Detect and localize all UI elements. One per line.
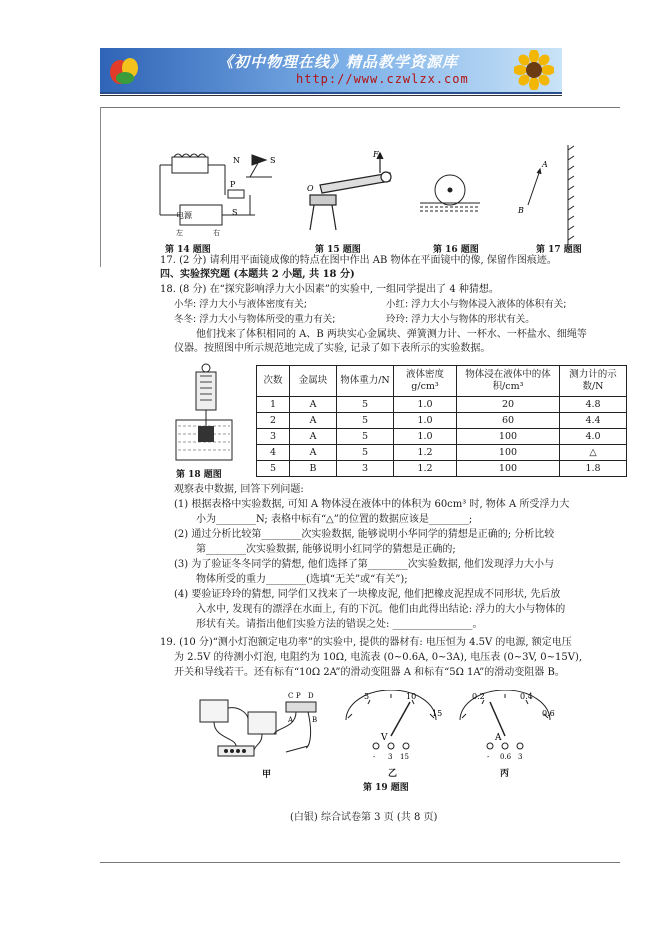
v-term-neg: - (373, 753, 376, 760)
rheo-d: D (308, 692, 314, 700)
fig15-caption: 第 15 题图 (315, 245, 361, 255)
q18-sub4-line3: 形状有关。请指出他们实验方法的错误之处: ________________。 (196, 619, 483, 630)
fig17-b: B (518, 206, 524, 215)
rheo-b: B (312, 716, 318, 724)
section4-heading: 四、实验探究题 (本题共 2 小题, 共 18 分) (160, 269, 355, 280)
sunflower-icon (514, 50, 554, 90)
fig17-a: A (542, 160, 548, 169)
q18-sub1-line1: (1) 根据表格中实验数据, 可知 A 物体浸在液体中的体积为 60cm³ 时, 物体 A 所受浮力大 (174, 499, 570, 510)
fig15-f1: F₁ (373, 150, 382, 159)
fig19-jia: 甲 (262, 770, 272, 780)
q18-observe: 观察表中数据, 回答下列问题: (174, 484, 304, 495)
a-tick-04: 0.4 (520, 692, 533, 701)
fig14-power-label: 电源 (176, 211, 192, 220)
a-term-3: 3 (518, 753, 523, 760)
q18-sub3-line2: 物体所受的重力________(选填“无关”或“有关”); (196, 574, 408, 585)
page-top-rule (100, 107, 620, 108)
fig18-diagram (172, 362, 244, 462)
q18-sub2-line2: 第________次实验数据, 能够说明小红同学的猜想是正确的; (196, 544, 456, 555)
table-row: 1 A 5 1.0 20 4.8 (257, 397, 627, 413)
site-logo-icon (108, 54, 142, 86)
fig19-circuit (196, 688, 326, 764)
a-tick-02: 0.2 (472, 692, 485, 701)
rheo-c: C (288, 692, 294, 700)
fig16-caption: 第 16 题图 (433, 245, 479, 255)
v-term-3: 3 (388, 753, 393, 760)
q18-para1: 他们找来了体积相同的 A、B 两块实心金属块、弹簧测力计、一杯水、一杯盐水、细绳等 (196, 329, 587, 340)
fig14-s: S (270, 156, 276, 165)
table-row: 3 A 5 1.0 100 4.0 (257, 429, 627, 445)
fig19-ammeter (450, 690, 560, 760)
q18-guess-xiaohong: 小红: 浮力大小与物体浸入液体的体积有关; (386, 299, 567, 310)
fig14-s2: S (232, 208, 238, 217)
q18-sub2-line1: (2) 通过分析比较第________次实验数据, 能够说明小华同学的猜想是正确的; 分析比较 (174, 529, 555, 540)
q18-guess-lingling: 玲玲: 浮力大小与物体的形状有关。 (386, 314, 535, 325)
v-tick-10: 10 (406, 692, 417, 701)
q17-text: 17. (2 分) 请利用平面镜成像的特点在图中作出 AB 物体在平面镜中的像, 保留作图痕迹。 (160, 255, 557, 266)
q18-data-table (256, 365, 627, 477)
table-header: 物体重力/N (337, 366, 394, 397)
fig19-caption: 第 19 题图 (363, 783, 409, 793)
a-term-neg: - (487, 753, 490, 760)
rheo-p: P (296, 692, 301, 700)
q18-sub1-line2: 小为________N; 表格中标有“△”的位置的数据应该是________; (196, 514, 473, 525)
rheo-a: A (288, 716, 294, 724)
fig19-voltmeter (336, 690, 446, 760)
q18-sub3-line1: (3) 为了验证冬冬同学的猜想, 他们选择了第________次实验数据, 他们发现浮力大小与 (174, 559, 555, 570)
fig17-caption: 第 17 题图 (536, 245, 582, 255)
banner-url: http://www.czwlzx.com (296, 72, 469, 86)
v-tick-15: 15 (432, 709, 443, 718)
table-row: 5 B 3 1.2 100 1.8 (257, 461, 627, 477)
site-banner (100, 48, 562, 94)
fig14-caption: 第 14 题图 (165, 245, 211, 255)
q18-guess-dongdong: 冬冬: 浮力大小与物体所受的重力有关; (174, 314, 336, 325)
header-rule (100, 95, 562, 96)
a-label: A (495, 733, 502, 743)
v-tick-5: 5 (364, 692, 370, 701)
banner-title: 《初中物理在线》精品教学资源库 (218, 53, 459, 71)
fig19-yi: 乙 (388, 769, 398, 779)
page-footer: (白银) 综合试卷第 3 页 (共 8 页) (290, 812, 438, 823)
fig14-n: N (233, 156, 240, 165)
table-header: 测力计的示数/N (560, 366, 627, 397)
table-header: 次数 (257, 366, 290, 397)
fig19-bing: 丙 (500, 769, 510, 779)
table-header: 金属块 (290, 366, 337, 397)
fig14-right: 右 (213, 229, 220, 237)
fig17-mirror (528, 145, 574, 245)
table-row: 4 A 5 1.2 100 △ (257, 445, 627, 461)
q18-guess-xiaohua: 小华: 浮力大小与液体密度有关; (174, 299, 307, 310)
table-row: 2 A 5 1.0 60 4.4 (257, 413, 627, 429)
table-header: 液体密度 g/cm³ (394, 366, 457, 397)
page-left-border (100, 107, 101, 267)
v-label: V (381, 733, 388, 743)
fig15-o: O (307, 184, 314, 193)
page-bottom-rule (100, 862, 620, 863)
q19-line3: 开关和导线若干。还有标有“10Ω 2A”的滑动变阻器 A 和标有“5Ω 1A”的滑动变阻器 B。 (174, 667, 565, 678)
q18-intro: 18. (8 分) 在“探究影响浮力大小因素”的实验中, 一组同学提出了 4 种猜想。 (160, 284, 499, 295)
v-term-15: 15 (400, 753, 409, 760)
fig15-lever (310, 153, 391, 230)
fig14-p: P (230, 180, 236, 189)
figure-row-top (150, 145, 580, 255)
q18-sub4-line2: 入水中, 发现有的漂浮在水面上, 有的下沉。他们由此得出结论: 浮力的大小与物体的 (196, 604, 566, 615)
q18-para2: 仪器。按照图中所示规范地完成了实验, 记录了如下表所示的实验数据。 (174, 343, 491, 354)
fig18-caption: 第 18 题图 (176, 470, 222, 480)
a-tick-06: 0.6 (542, 709, 555, 718)
q19-line1: 19. (10 分)“测小灯泡额定电功率”的实验中, 提供的器材有: 电压恒为 4.5V 的电源, 额定电压 (160, 637, 572, 648)
q19-line2: 为 2.5V 的待测小灯泡, 电阻约为 10Ω, 电流表 (0~0.6A, 0~3A), 电压表 (0~3V, 0~15V), (174, 652, 583, 663)
fig16-ball (420, 175, 480, 211)
a-term-06: 0.6 (500, 753, 512, 760)
table-header: 物体浸在液体中的体积/cm³ (457, 366, 560, 397)
fig14-left: 左 (176, 229, 183, 237)
q18-sub4-line1: (4) 要验证玲玲的猜想, 同学们又找来了一块橡皮泥, 他们把橡皮泥捏成不同形状, 先后放 (174, 589, 561, 600)
